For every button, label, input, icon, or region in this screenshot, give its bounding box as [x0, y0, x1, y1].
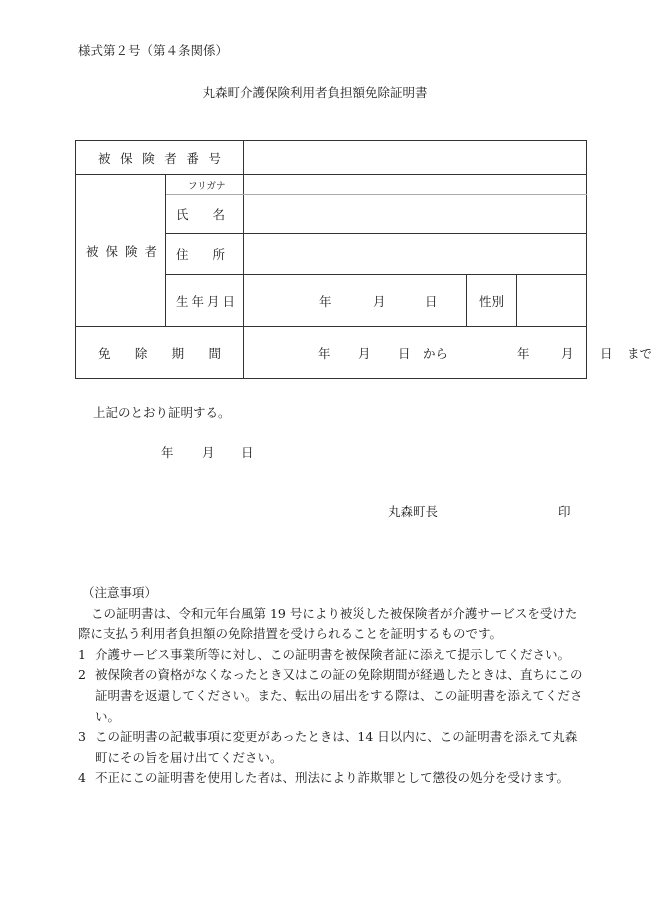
issue-month-unit: 月	[202, 445, 215, 460]
period-until-label: まで	[627, 345, 652, 361]
notes-heading: （注意事項）	[82, 585, 158, 600]
note-number: 3	[78, 729, 86, 745]
note-number: 2	[78, 667, 86, 683]
exemption-period-label: 免除期間	[98, 345, 222, 361]
birth-month-unit: 月	[373, 293, 386, 309]
sex-field[interactable]	[517, 275, 587, 327]
note-number: 4	[78, 770, 86, 786]
period-end-day-unit: 日	[600, 345, 613, 361]
name-label: 氏名	[176, 207, 226, 222]
exemption-period-field[interactable]	[244, 327, 652, 379]
furigana-row	[76, 175, 587, 195]
name-field[interactable]	[244, 195, 587, 234]
address-label: 住所	[176, 247, 226, 262]
birth-year-unit: 年	[319, 293, 332, 309]
furigana-label: フリガナ	[166, 175, 244, 195]
note-item	[78, 727, 588, 768]
address-field[interactable]	[244, 234, 587, 275]
birthdate-label: 生年月日	[176, 293, 236, 309]
period-start-day-unit: 日	[398, 345, 411, 361]
form-number: 様式第２号（第４条関係）	[78, 43, 229, 58]
insured-number-field[interactable]	[244, 141, 587, 175]
furigana-field[interactable]	[244, 175, 587, 195]
note-text: 被保険者の資格がなくなったとき又はこの証の免除期間が経過したときは、直ちにこの証明書を返還してください。また、転出の届出をする際は、この証明書を添えてください。	[95, 667, 583, 724]
exemption-period-row	[76, 327, 587, 379]
birthdate-field[interactable]	[244, 275, 467, 327]
birth-day-unit: 日	[425, 293, 438, 309]
issue-year-unit: 年	[161, 445, 174, 460]
period-end-year-unit: 年	[517, 345, 530, 361]
seal-mark: 印	[558, 504, 571, 519]
note-item	[78, 665, 588, 727]
certificate-table	[75, 140, 652, 379]
sex-label: 性別	[467, 275, 517, 327]
note-number: 1	[78, 646, 86, 662]
issue-day-unit: 日	[241, 445, 254, 460]
note-text: 介護サービス事業所等に対し、この証明書を被保険者証に添えて提示してください。	[95, 646, 571, 662]
note-text: この証明書の記載事項に変更があったときは、14 日以内に、この証明書を添えて丸森町にその旨を届け出てください。	[95, 729, 578, 765]
period-from-label: から	[423, 345, 449, 361]
period-start-year-unit: 年	[318, 345, 331, 361]
insured-number-label: 被保険者番号	[98, 150, 222, 166]
insured-number-row	[76, 141, 587, 175]
note-text: 不正にこの証明書を使用した者は、刑法により詐欺罪として懲役の処分を受けます。	[95, 770, 570, 786]
document-title: 丸森町介護保険利用者負担額免除証明書	[202, 85, 428, 100]
insured-label: 被保険者	[86, 243, 157, 259]
note-item	[78, 645, 588, 666]
certification-statement: 上記のとおり証明する。	[93, 405, 231, 420]
period-start-month-unit: 月	[358, 345, 371, 361]
notes-section	[78, 583, 588, 789]
notes-intro: この証明書は、令和元年台風第 19 号により被災した被保険者が介護サービスを受けた際に支払う利用者負担額の免除措置を受けられることを証明するものです。	[78, 605, 578, 642]
mayor-title: 丸森町長	[388, 504, 439, 519]
period-end-month-unit: 月	[561, 345, 574, 361]
note-item	[78, 768, 588, 789]
